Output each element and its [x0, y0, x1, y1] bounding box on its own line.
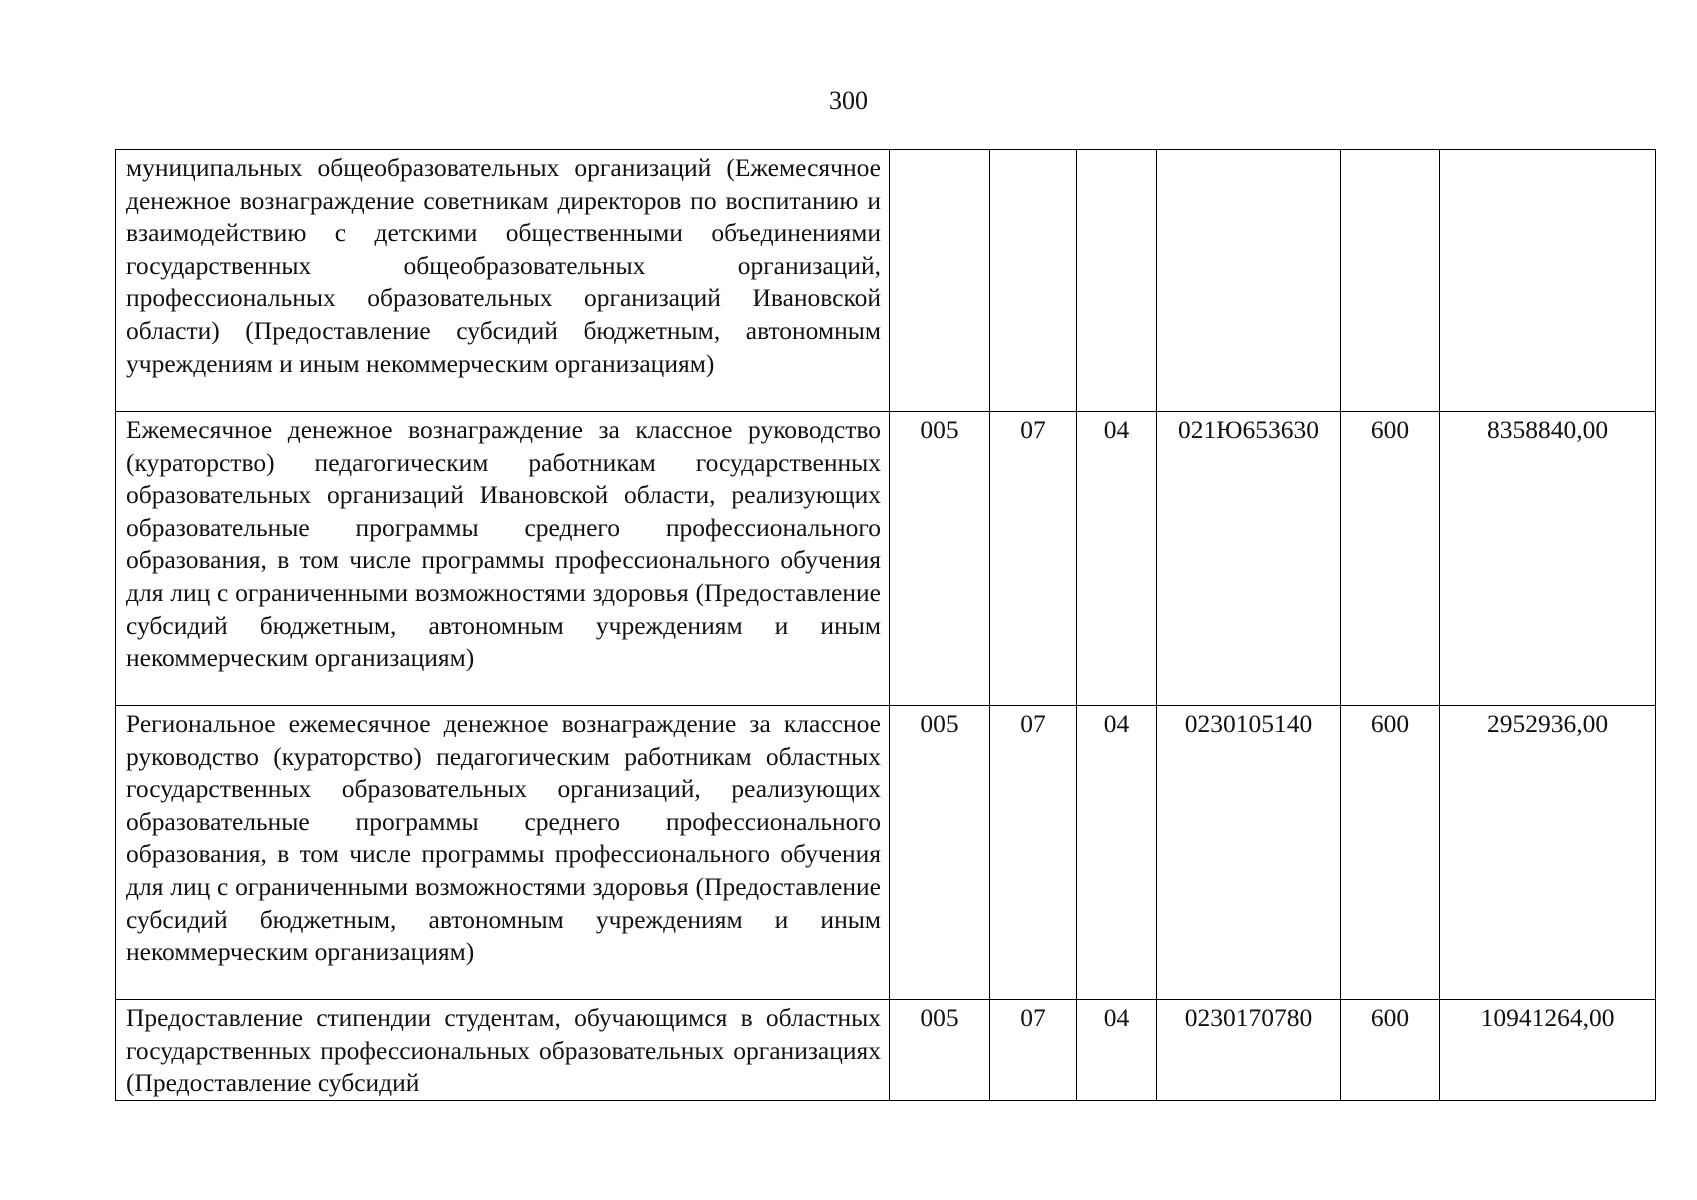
- expense-type-code: 600: [1341, 706, 1440, 1000]
- section-code: 07: [990, 706, 1077, 1000]
- subsection-code: 04: [1077, 1000, 1157, 1101]
- budget-table: [115, 149, 1656, 1101]
- ministry-code: 005: [890, 1000, 990, 1101]
- amount-value: 8358840,00: [1440, 412, 1656, 706]
- expense-type-code: 600: [1341, 1000, 1440, 1101]
- target-article-code: 021Ю653630: [1157, 412, 1341, 706]
- expense-description: Ежемесячное денежное вознаграждение за классное руководство (кураторство) педагогическим работникам государственных образовательных организаций Ивановской области, реализующих образовательные программы среднего профессионального образования, в том числе программы профессионального обучения для лиц с ограниченными возможностями здоровья (Предоставление субсидий бюджетным, автономным учреждениям и иным некоммерческим организациям): [116, 412, 890, 706]
- section-code: 07: [990, 1000, 1077, 1101]
- section-code: [990, 150, 1077, 412]
- subsection-code: 04: [1077, 412, 1157, 706]
- expense-description: Предоставление стипендии студентам, обучающимся в областных государственных профессиональных образовательных организациях (Предоставление субсидий: [116, 1000, 890, 1101]
- section-code: 07: [990, 412, 1077, 706]
- amount-value: 10941264,00: [1440, 1000, 1656, 1101]
- ministry-code: 005: [890, 706, 990, 1000]
- expense-description: Региональное ежемесячное денежное вознаграждение за классное руководство (кураторство) педагогическим работникам областных государственных образовательных организаций, реализующих образовательные программы среднего профессионального образования, в том числе программы профессионального обучения для лиц с ограниченными возможностями здоровья (Предоставление субсидий бюджетным, автономным учреждениям и иным некоммерческим организациям): [116, 706, 890, 1000]
- subsection-code: [1077, 150, 1157, 412]
- table-row: [116, 1000, 1656, 1101]
- expense-description: муниципальных общеобразовательных организаций (Ежемесячное денежное вознаграждение советникам директоров по воспитанию и взаимодействию с детскими общественными объединениями государственных общеобразовательных организаций, профессиональных образовательных организаций Ивановской области) (Предоставление субсидий бюджетным, автономным учреждениям и иным некоммерческим организациям): [116, 150, 890, 412]
- ministry-code: 005: [890, 412, 990, 706]
- table-row: [116, 706, 1656, 1000]
- amount-value: 2952936,00: [1440, 706, 1656, 1000]
- target-article-code: 0230170780: [1157, 1000, 1341, 1101]
- expense-type-code: 600: [1341, 412, 1440, 706]
- subsection-code: 04: [1077, 706, 1157, 1000]
- table-row: [116, 150, 1656, 412]
- target-article-code: [1157, 150, 1341, 412]
- target-article-code: 0230105140: [1157, 706, 1341, 1000]
- page-number: 300: [829, 86, 868, 115]
- ministry-code: [890, 150, 990, 412]
- expense-type-code: [1341, 150, 1440, 412]
- amount-value: [1440, 150, 1656, 412]
- table-row: [116, 412, 1656, 706]
